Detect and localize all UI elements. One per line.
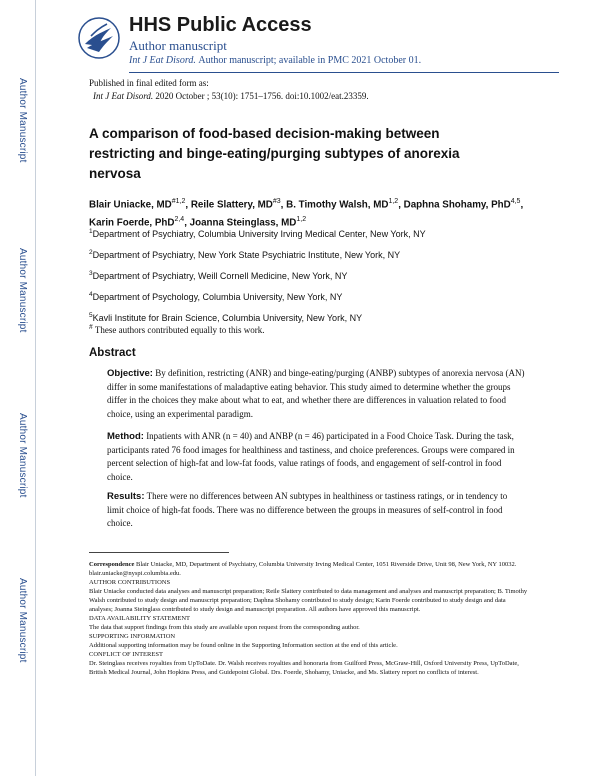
- author-sep: ,: [185, 199, 191, 211]
- affiliation-item: [89, 226, 529, 247]
- data-availability-heading: DATA AVAILABILITY STATEMENT: [89, 615, 191, 622]
- author-sep: ,: [398, 199, 404, 211]
- margin-divider: [35, 0, 36, 776]
- abstract-heading: Abstract: [89, 347, 136, 359]
- author-affil-sup: #1,2: [171, 198, 186, 205]
- affiliation-number: 3: [89, 270, 93, 277]
- hhs-citation: [129, 55, 421, 66]
- author-name: Karin Foerde, PhD: [89, 217, 175, 229]
- author-sep: ,: [520, 199, 524, 211]
- affiliation-text: Department of Psychiatry, Weill Cornell Medicine, New York, NY: [92, 271, 348, 281]
- hhs-header: [77, 14, 557, 72]
- author-sep: ,: [184, 217, 190, 229]
- pub-note-volume-doi: 2020 October ; 53(10): 1751–1756. doi:10.1002/eat.23359.: [155, 91, 369, 101]
- results-text: There were no differences between AN subtypes in healthiness or tastiness ratings, or in tendency to limit choice of high-fat foods. There was no difference between the groups in measures of self-control in food choice.: [107, 491, 508, 528]
- author-affil-sup: 4,5: [510, 198, 521, 205]
- author-affil-sup: #3: [272, 198, 281, 205]
- side-label-author-manuscript: Author Manuscript: [17, 577, 28, 663]
- footnotes: [89, 560, 529, 677]
- affiliation-text: Department of Psychology, Columbia University, New York, NY: [92, 292, 343, 302]
- abstract-results: [107, 490, 525, 531]
- citation-availability: Author manuscript; available in PMC 2021 October 01.: [198, 55, 422, 66]
- citation-journal: Int J Eat Disord.: [129, 55, 196, 66]
- affiliation-text: Department of Psychiatry, Columbia University Irving Medical Center, New York, NY: [92, 229, 426, 239]
- affiliations: [89, 226, 529, 331]
- data-availability-text: The data that support findings from this study are available upon request from the corresponding author.: [89, 624, 360, 631]
- author-affil-sup: 2,4: [174, 216, 185, 224]
- hhs-eagle-logo-icon: [77, 16, 121, 60]
- header-rule: [129, 72, 559, 73]
- affiliation-number: 5: [89, 312, 93, 319]
- conflict-text: Dr. Steinglass receives royalties from UpToDate. Dr. Walsh receives royalties and honoraria from Guilford Press, McGraw-Hill, Oxford University Press, UpToDate, British Medical Journal, John Hopkins Press, and Guidepoint Global. Drs. Foerde, Shohamy, Uniacke, and Ms. Slattery report no conflicts of interest.: [89, 660, 519, 676]
- hhs-subtitle: Author manuscript: [129, 38, 227, 53]
- equal-contribution-mark: #: [89, 322, 93, 331]
- pub-note-journal: Int J Eat Disord.: [93, 91, 154, 101]
- publication-note: [89, 77, 369, 103]
- pub-note-line: Published in final edited form as:: [89, 78, 209, 88]
- footnote-rule: [89, 552, 229, 553]
- abstract-objective: [107, 367, 525, 421]
- affiliation-item: [89, 247, 529, 268]
- pub-note-details: [89, 90, 369, 103]
- author-affil-sup: 1,2: [296, 216, 307, 224]
- author-name: Blair Uniacke, MD: [89, 199, 172, 211]
- affiliation-text: Department of Psychiatry, New York State Psychiatric Institute, New York, NY: [92, 250, 401, 260]
- affiliation-number: 4: [89, 291, 93, 298]
- side-label-author-manuscript: Author Manuscript: [17, 412, 28, 498]
- equal-contribution-note: [89, 322, 265, 335]
- equal-contribution-text: These authors contributed equally to this work.: [94, 325, 265, 335]
- affiliation-number: 1: [89, 228, 93, 235]
- affiliation-number: 2: [89, 249, 93, 256]
- correspondence-label: Correspondence: [89, 561, 135, 568]
- hhs-title: HHS Public Access: [129, 14, 312, 36]
- correspondence-text: Blair Uniacke, MD, Department of Psychiatry, Columbia University Irving Medical Center, 1051 Riverside Drive, Unit 98, New York, NY 10032. blair.uniacke@nyspi.columbia.edu.: [89, 561, 517, 577]
- method-label: Method:: [107, 431, 144, 442]
- article-title: A comparison of food-based decision-making between restricting and binge-eating/purging subtypes of anorexia nervosa: [89, 126, 460, 181]
- affiliation-text: Kavli Institute for Brain Science, Columbia University, New York, NY: [92, 313, 363, 323]
- affiliation-item: [89, 289, 529, 310]
- affiliation-item: [89, 268, 529, 289]
- author-sep: ,: [280, 199, 287, 211]
- author-name: B. Timothy Walsh, MD: [286, 199, 389, 211]
- method-text: Inpatients with ANR (n = 40) and ANBP (n = 46) participated in a Food Choice Task. During the task, participants rated 76 food images for healthiness and tastiness, and choice preferences. Groups were compared in percent selection of high-fat and low-fat foods, value ratings of foods, and engagement of self-control in food choice.: [107, 431, 515, 482]
- contributions-heading: AUTHOR CONTRIBUTIONS: [89, 579, 171, 586]
- objective-label: Objective:: [107, 368, 153, 379]
- conflict-heading: CONFLICT OF INTEREST: [89, 651, 163, 658]
- author-name: Joanna Steinglass, MD: [189, 217, 297, 229]
- side-label-author-manuscript: Author Manuscript: [17, 77, 28, 163]
- correspondence-note: [89, 560, 529, 578]
- supporting-info-heading: SUPPORTING INFORMATION: [89, 633, 176, 640]
- contributions-text: Blair Uniacke conducted data analyses and manuscript preparation; Reile Slattery contributed to data management and analyses and manuscript preparation; B. Timothy Walsh contributed to study design and manuscript preparation; Daphna Shohamy contributed to study design; Karin Foerde contributed to study design and data analyses; Joanna Steinglass contributed to study design and manuscript preparation. All authors have approved this manuscript.: [89, 588, 528, 613]
- author-affil-sup: 1,2: [388, 198, 399, 205]
- side-label-author-manuscript: Author Manuscript: [17, 247, 28, 333]
- objective-text: By definition, restricting (ANR) and binge-eating/purging (ANBP) subtypes of anorexia nervosa (AN) differ in some manifestations of maladaptive eating behavior. This study aimed to determine whether the groups differ in the choices they make about what to eat, and whether there are differences in valuation related to food choice, using an experimental paradigm.: [107, 368, 525, 419]
- results-label: Results:: [107, 491, 145, 502]
- supporting-info-text: Additional supporting information may be found online in the Supporting Information section at the end of this article.: [89, 642, 398, 649]
- author-name: Reile Slattery, MD: [190, 199, 273, 211]
- author-name: Daphna Shohamy, PhD: [403, 199, 511, 211]
- abstract-method: [107, 430, 525, 484]
